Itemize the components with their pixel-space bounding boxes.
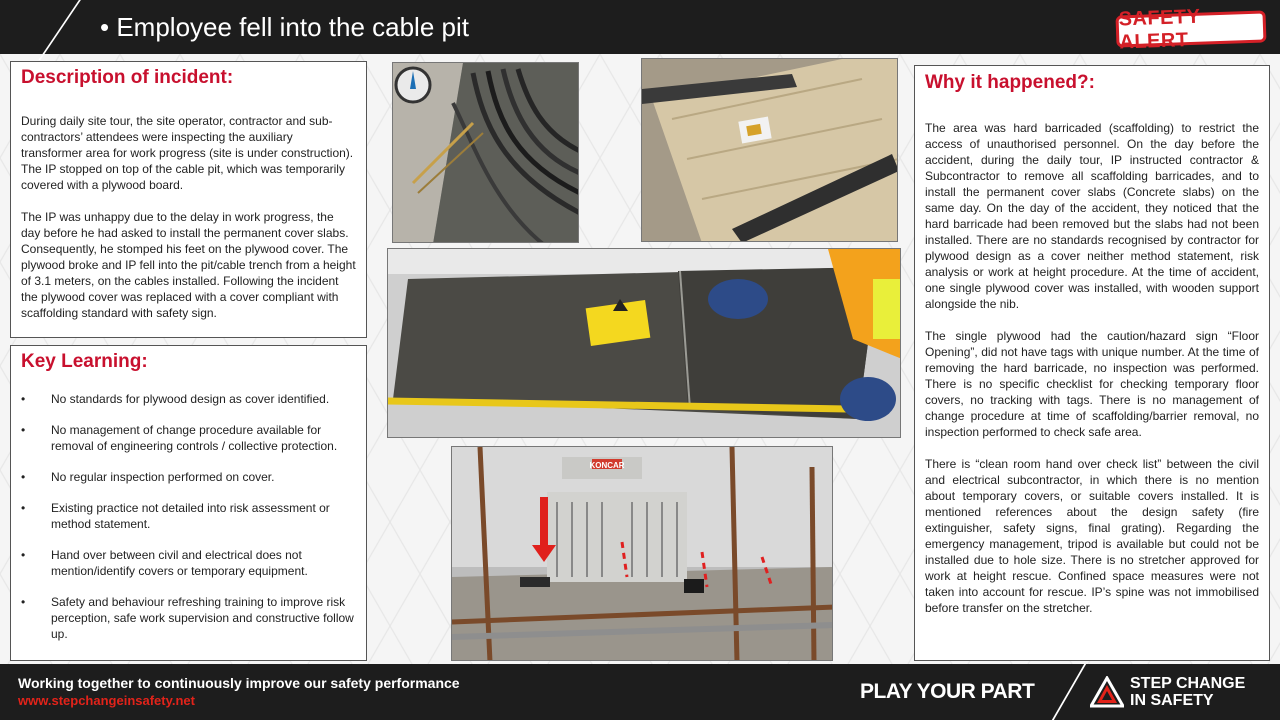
learning-item: • Safety and behaviour refreshing training to improve risk perception, safe work supervision and constructive follow up. [21,594,356,642]
key-learning-heading: Key Learning: [21,351,148,372]
footer-bar [0,664,1280,720]
footer-tagline: Working together to continuously improve our safety performance [18,675,460,691]
learning-item: • Hand over between civil and electrical does not mention/identify covers or temporary equipment. [21,547,356,579]
logo-line-2: IN SAFETY [1130,692,1214,709]
footer-slash [1052,664,1086,720]
header-slash [38,0,83,60]
description-heading: Description of incident: [21,67,234,88]
step-change-logo-icon [1090,676,1124,708]
why-paragraph-1: The area was hard barricaded (scaffolding) to restrict the access of unauthorised personnel. On the day before the accident, during the daily tour, IP instructed contractor & Subcontractor to remove all scaffolding barricades, and to install the permanent cover slabs (Concrete slabs) on the same day. On the day of the accident, they noticed that the hard barricade had been removed but the slabs had not been installed. There are no standards recognised by contractor for plywood design as a cover neither method statement, risk analysis or work at height procedure. At the time of accident, one single plywood cover was installed, with wooden support alongside the nib. [925,121,1259,311]
description-paragraph-1: During daily site tour, the site operator, contractor and sub-contractors’ attendees were inspecting the auxiliary transformer area for work progress (site is under construction). The IP stopped on top of the cable pit, which was temporarily covered with a plywood board. [21,114,354,192]
transformer-brand-label: KONCAR [589,461,625,470]
safety-alert-badge: SAFETY ALERT [1115,10,1266,47]
learning-item: • No standards for plywood design as cover identified. [21,391,356,407]
description-panel [10,61,367,338]
step-change-logo-text [1130,675,1245,709]
why-paragraph-2: The single plywood had the caution/hazard sign “Floor Opening”, did not have tags with unique number. At the time of removing the hard barricade, no inspection was performed. There is no specific checklist for checking temporary floor covers, no tracking with tags. There is no management of change procedure at time of scaffolding/barrier removal, no inspection performed to check safe area. [925,329,1259,439]
learning-item: • Existing practice not detailed into risk assessment or method statement. [21,500,356,532]
description-paragraph-2: The IP was unhappy due to the delay in work progress, the day before he had asked to install the permanent cover slabs. Consequently, he stomped his feet on the plywood cover. The plywood broke and IP fell into the pit/cable trench from a height of 3.1 meters, on the cables installed. Following the incident the plywood cover was replaced with a cover compliant with scaffolding standard with safety sign. [21,210,356,320]
footer-url-link[interactable]: www.stepchangeinsafety.net [18,693,195,708]
page-title: • Employee fell into the cable pit [100,12,469,42]
broken-plywood-photo [387,248,901,438]
play-your-part-slogan: PLAY YOUR PART [860,680,1035,703]
learning-item: • No regular inspection performed on cover. [21,469,356,485]
replaced-cover-photo [641,58,898,242]
learning-item: • No management of change procedure available for removal of engineering controls / collective protection. [21,422,356,454]
key-learning-panel [10,345,367,661]
why-heading: Why it happened?: [925,72,1095,93]
transformer-area-photo [451,446,833,661]
why-paragraph-3: There is “clean room hand over check list” between the civil and electrical subcontractor, in which there is no mention about temporary covers, or suitable covers installed. It is mentioned references about the design safety (fire extinguisher, safety signs, final grating). Regarding the emergency management, tripod is available but could not be installed due to hole size. There is no stretcher approved for work at height rescue. Confined space measures were not taken into account for rescue. IP’s spine was not immobilised before transfer on the stretcher. [925,457,1259,615]
logo-line-1: STEP CHANGE [1130,675,1246,692]
key-learning-list [21,391,356,642]
cable-pit-photo [392,62,579,243]
why-it-happened-panel [914,65,1270,661]
